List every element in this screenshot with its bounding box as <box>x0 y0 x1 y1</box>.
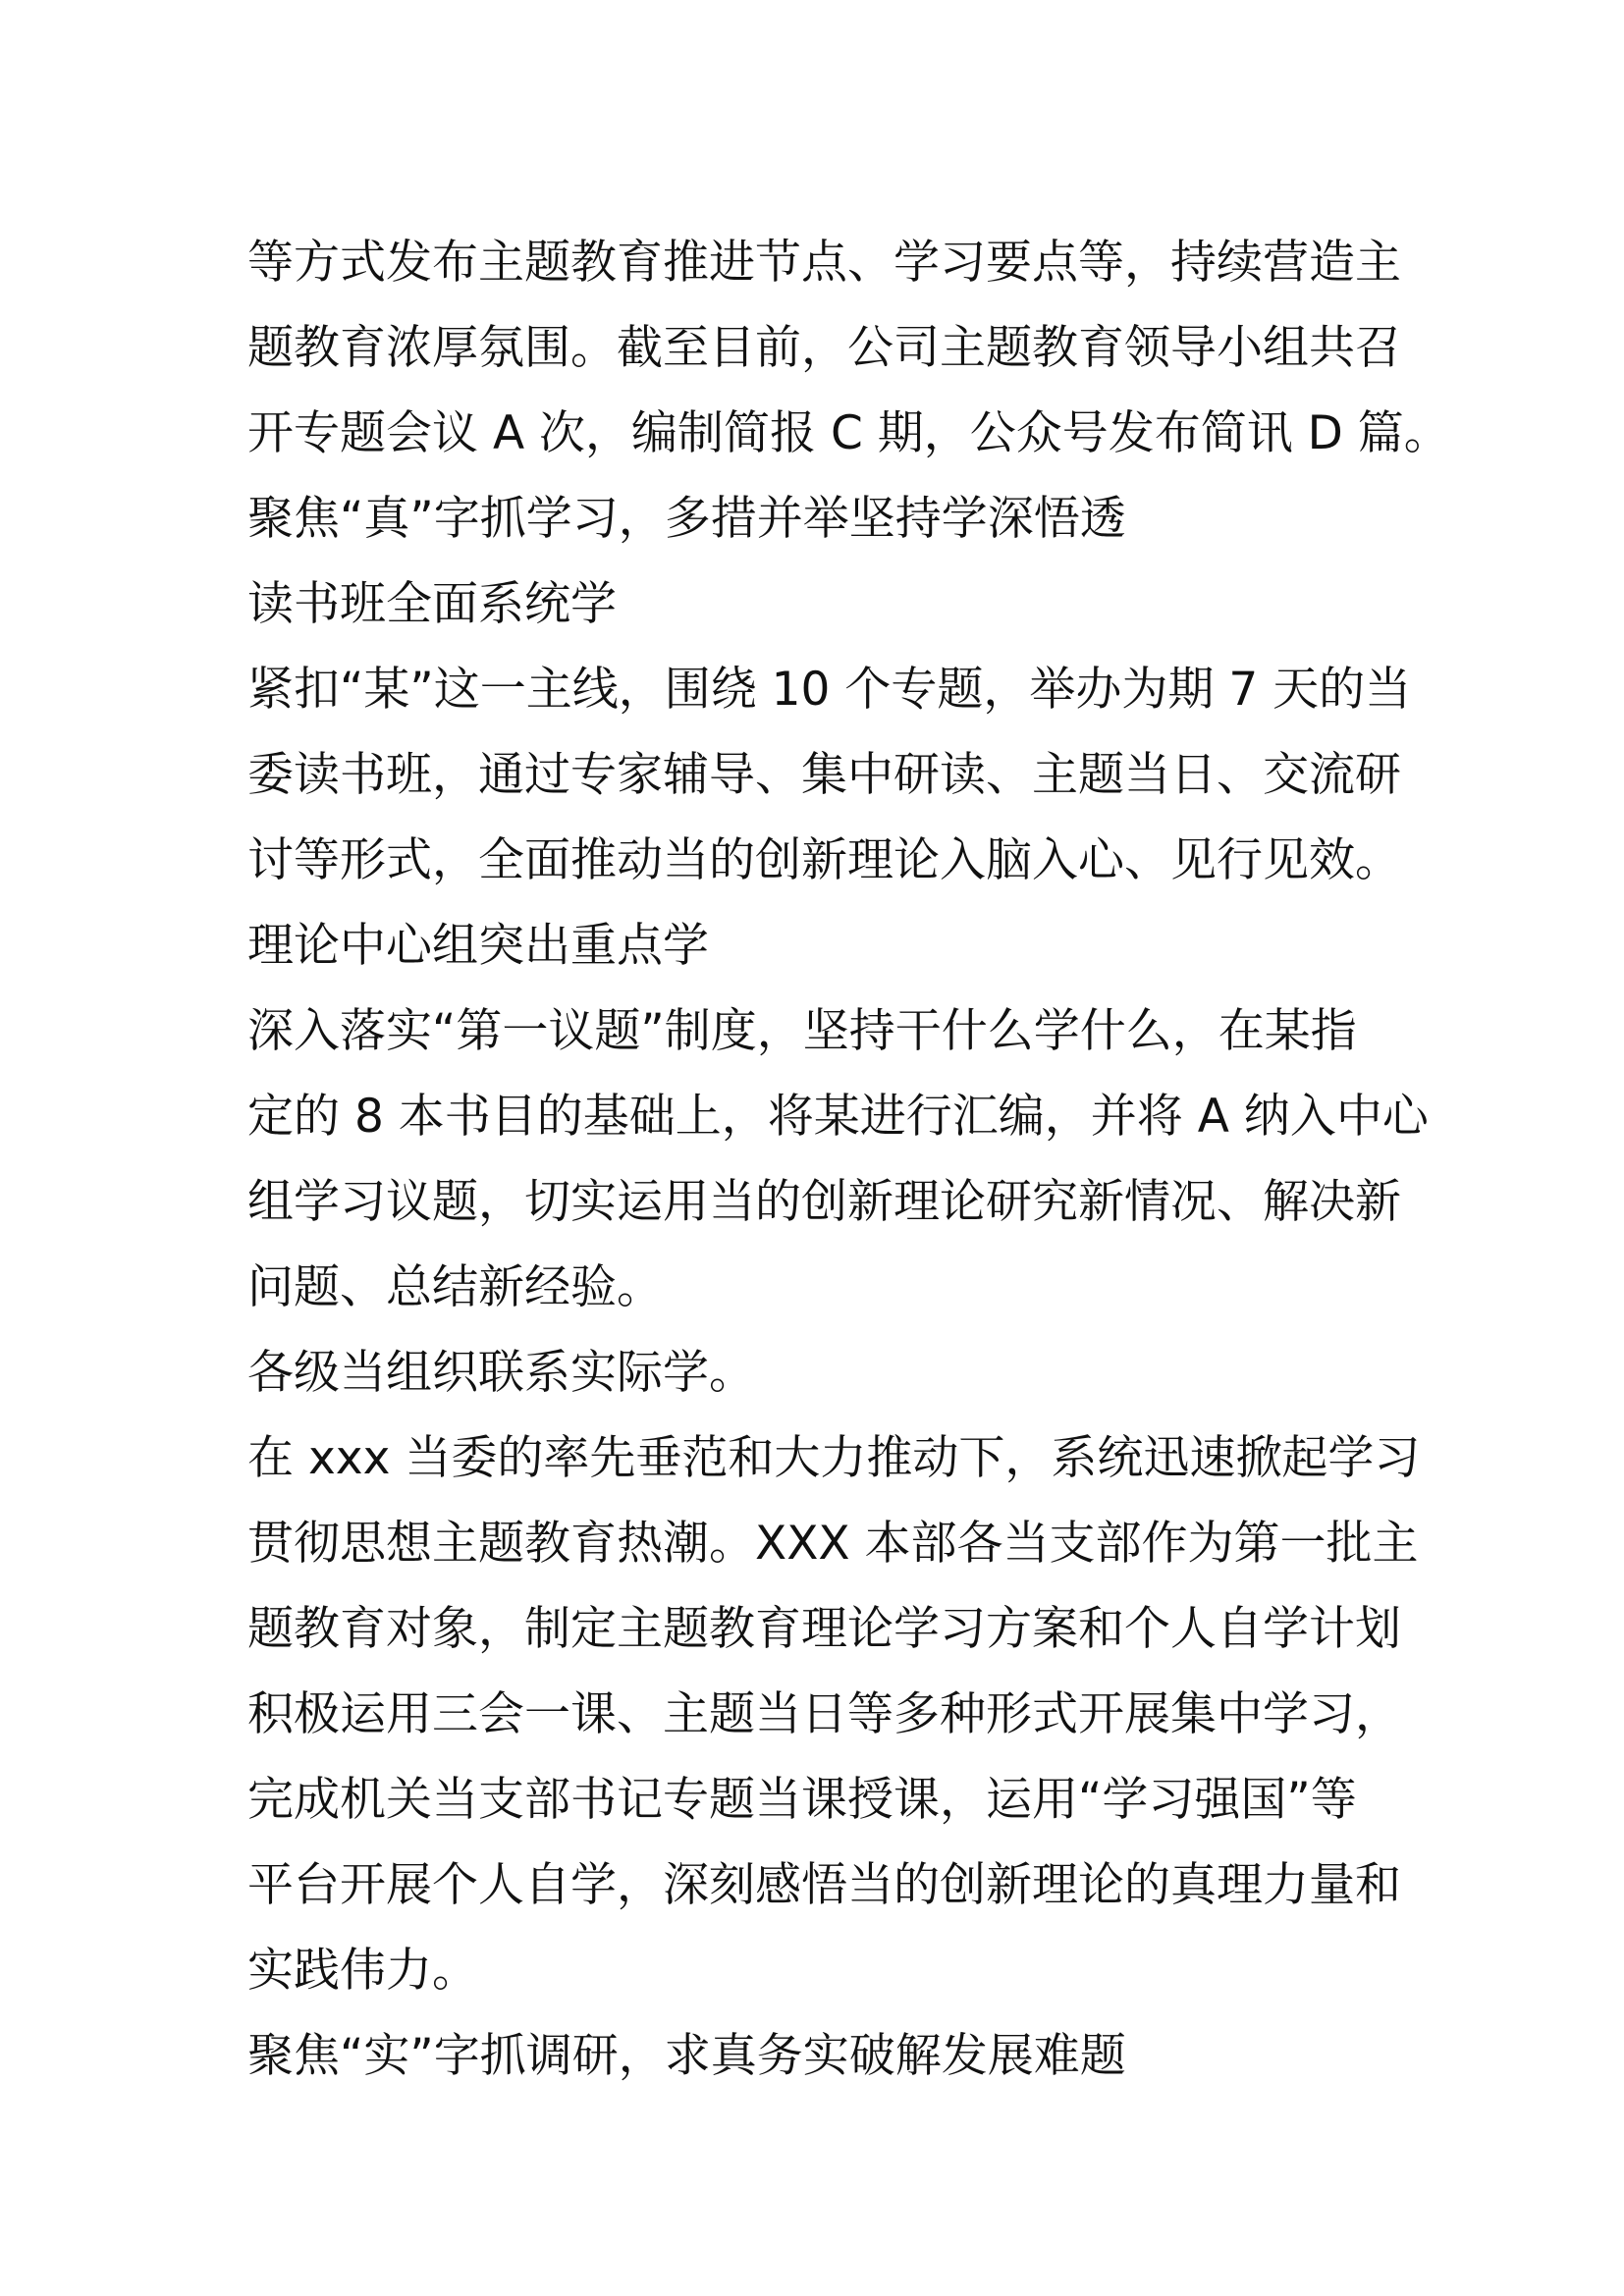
text-line-8: 讨等形式，全面推动当的创新理论入脑入心、见行见效。 <box>247 833 1401 887</box>
text-line-1: 等方式发布主题教育推进节点、学习要点等，持续营造主 <box>247 236 1401 290</box>
section-heading-research: 聚焦“实”字抓调研，求真务实破解发展难题 <box>247 2029 1126 2083</box>
text-line-13: 问题、总结新经验。 <box>247 1260 663 1314</box>
text-line-7: 委读书班，通过专家辅导、集中研读、主题当日、交流研 <box>247 748 1401 802</box>
text-line-12: 组学习议题，切实运用当的创新理论研究新情况、解决新 <box>247 1175 1401 1229</box>
text-line-6: 紧扣“某”这一主线，围绕 10 个专题，举办为期 7 天的当 <box>247 663 1412 717</box>
text-line-10: 深入落实“第一议题”制度，坚持干什么学什么，在某指 <box>247 1004 1357 1058</box>
text-line-3: 开专题会议 A 次，编制简报 C 期，公众号发布简讯 D 篇。 <box>247 406 1450 460</box>
text-line-17: 题教育对象，制定主题教育理论学习方案和个人自学计划 <box>247 1602 1401 1656</box>
text-line-19: 完成机关当支部书记专题当课授课，运用“学习强国”等 <box>247 1773 1357 1827</box>
document-body <box>247 220 1450 2099</box>
text-line-2: 题教育浓厚氛围。截至目前，公司主题教育领导小组共召 <box>247 321 1401 375</box>
subheading-organizations: 各级当组织联系实际学。 <box>247 1346 755 1400</box>
text-line-15: 在 xxx 当委的率先垂范和大力推动下，系统迅速掀起学习 <box>247 1431 1421 1485</box>
section-heading-study: 聚焦“真”字抓学习，多措并举坚持学深悟透 <box>247 492 1126 546</box>
text-line-18: 积极运用三会一课、主题当日等多种形式开展集中学习， <box>247 1687 1401 1741</box>
subheading-reading-class: 读书班全面系统学 <box>247 577 617 631</box>
text-line-20: 平台开展个人自学，深刻感悟当的创新理论的真理力量和 <box>247 1858 1401 1912</box>
text-line-11: 定的 8 本书目的基础上，将某进行汇编，并将 A 纳入中心 <box>247 1090 1429 1144</box>
subheading-theory-group: 理论中心组突出重点学 <box>247 919 709 973</box>
text-line-21: 实践伟力。 <box>247 1944 478 1998</box>
text-line-16: 贯彻思想主题教育热潮。XXX 本部各当支部作为第一批主 <box>247 1517 1419 1571</box>
